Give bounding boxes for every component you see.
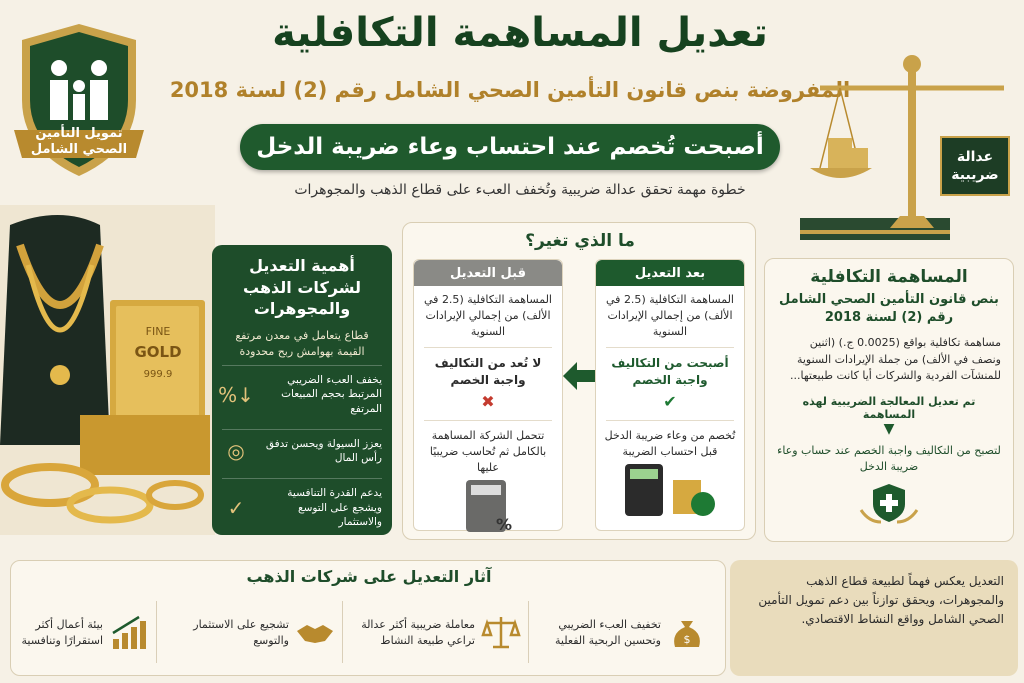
effect-item: [351, 597, 521, 669]
what-changed-title: ما الذي تغير؟: [525, 231, 635, 251]
down-percent-icon: ↓%: [218, 382, 254, 407]
money-bag-icon: [667, 613, 707, 653]
before-head: قبل التعديل: [414, 260, 562, 286]
importance-card: [212, 245, 392, 535]
contribution-subtitle: بنص قانون التأمين الصحي الشامل رقم (2) لسنة 2018: [779, 292, 999, 326]
contribution-quote: مساهمة تكافلية بواقع (0.0025 ج.) (اثنين ونصف في الألف) من جملة الإيرادات السنوية للمنشآت الفردية والشركات أيا كانت طبيعتها...: [790, 336, 1001, 383]
scale-icon: [481, 613, 521, 653]
contribution-title: المساهمة التكافلية: [810, 267, 968, 287]
before-rate: المساهمة التكافلية (2.5 في الألف) من إجمالي الإيرادات السنوية: [424, 293, 552, 338]
after-detail: تُخصم من وعاء ضريبة الدخل قبل احتساب الضريبة: [604, 428, 736, 458]
arrow-down-icon: ▼: [883, 420, 895, 437]
importance-item: [222, 478, 382, 537]
badge-label: تمويل التأمين الصحي الشامل: [30, 126, 128, 158]
effect-text: معاملة ضريبية أكثر عدالة تراعي طبيعة النشاط: [361, 618, 475, 647]
effect-item: [537, 597, 707, 669]
importance-title: أهمية التعديل لشركات الذهب والمجوهرات: [243, 256, 361, 319]
contribution-card: [764, 258, 1014, 542]
effect-item: [165, 597, 335, 669]
cross-icon: ✖: [481, 391, 495, 411]
health-hands-icon: [859, 480, 919, 524]
gold-bar-gold: GOLD: [134, 343, 182, 361]
calculator-percent-icon: [448, 476, 528, 534]
headline-pill: أصبحت تُخصم عند احتساب وعاء ضريبة الدخل: [240, 124, 780, 170]
page-subtitle: المفروضة بنص قانون التأمين الصحي الشامل رقم (2) لسنة 2018: [169, 78, 851, 102]
shield-check-icon: ✓: [227, 496, 245, 521]
gold-jewelry-image: [0, 205, 215, 535]
gold-bar-fine: FINE: [145, 325, 171, 338]
after-column: [595, 259, 745, 531]
growth-chart-icon: [109, 613, 149, 653]
effect-item: [19, 597, 149, 669]
after-rate: المساهمة التكافلية (2.5 في الألف) من إجمالي الإيرادات السنوية: [606, 293, 734, 338]
check-icon: ✔: [663, 391, 677, 411]
contribution-final: لتصبح من التكاليف واجبة الخصم عند حساب وعاء ضريبة الدخل: [777, 443, 1001, 474]
effect-text: تخفيف العبء الضريبي وتحسين الربحية الفعلية: [555, 618, 661, 647]
before-detail: تتحمل الشركة المساهمة بالكامل ثم تُحاسب ضريبيًا عليها: [429, 428, 547, 474]
after-head: بعد التعديل: [596, 260, 744, 286]
before-column: [413, 259, 563, 534]
before-status: لا تُعد من التكاليف واجبة الخصم: [434, 355, 542, 388]
importance-item-text: يخفف العبء الضريبي المرتبط بحجم المبيعات المرتفع: [281, 373, 382, 416]
importance-item: [222, 429, 382, 473]
importance-item-text: يعزز السيولة ويحسن تدفق رأس المال: [265, 437, 382, 465]
contribution-note: تم تعديل المعالجة الضريبية لهذه المساهمة: [802, 394, 976, 421]
effects-panel: [10, 560, 726, 676]
importance-desc: قطاع يتعامل في معدن مرتفع القيمة بهوامش ربح محدودة: [235, 328, 369, 358]
importance-item-text: يدعم القدرة التنافسية ويشجع على التوسع والاستثمار: [287, 487, 382, 529]
what-changed-panel: [402, 222, 756, 540]
summary-box: التعديل يعكس فهماً لطبيعة قطاع الذهب والمجوهرات، ويحقق توازناً بين دعم تمويل التأمين الصحي الشامل وواقع النشاط الاقتصادي.: [730, 560, 1018, 676]
coins-icon: ◎: [227, 439, 245, 464]
page-title: تعديل المساهمة التكافلية: [272, 10, 768, 56]
handshake-icon: [295, 613, 335, 653]
svg-text:$: $: [683, 633, 691, 646]
effect-text: بيئة أعمال أكثر استقرارًا وتنافسية: [21, 618, 103, 647]
tagline: خطوة مهمة تحقق عدالة ضريبية وتُخفف العبء على قطاع الذهب والمجوهرات: [294, 182, 746, 198]
after-status: أصبحت من التكاليف واجبة الخصم: [611, 355, 729, 388]
importance-item: [218, 365, 382, 424]
tax-justice-label: عدالة ضريبية: [940, 136, 1010, 196]
gold-bar-purity: 999.9: [143, 369, 173, 380]
effects-title: آثار التعديل على شركات الذهب: [246, 567, 492, 586]
arrow-left-icon: [561, 358, 597, 394]
calculator-coins-icon: [615, 460, 725, 518]
effect-text: تشجيع على الاستثمار والتوسع: [193, 618, 289, 647]
svg-text:%: %: [495, 514, 512, 534]
